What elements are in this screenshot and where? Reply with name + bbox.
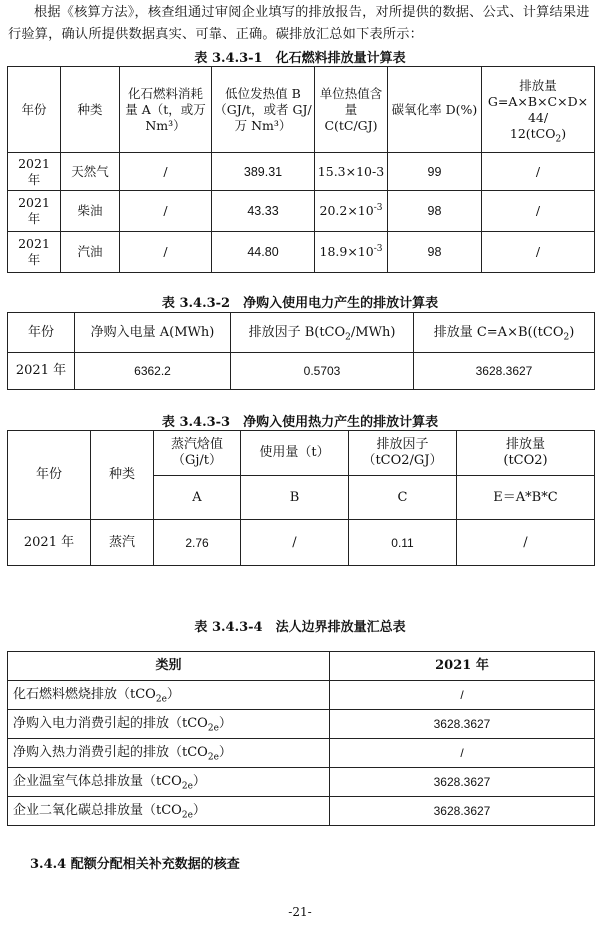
cell-type: 天然气 (61, 153, 120, 191)
fossil-fuel-table (7, 66, 595, 273)
cell-carbon: 15.3×10-3 (315, 153, 388, 191)
cell-label-text: 净购入热力消费引起的排放（tCO (13, 745, 208, 760)
table2-header-emission-pre: 排放量 C=A×B((tCO (433, 324, 564, 340)
table1-header-emission-l4a: 12(tCO (509, 125, 556, 141)
cell-label-sub: 2e (207, 723, 219, 734)
table-row (8, 153, 595, 191)
cell-emission: / (482, 191, 595, 232)
cell-label-end: ） (218, 745, 232, 760)
cell-oxidation: 98 (388, 232, 482, 273)
cell-emission: 3628.3627 (414, 353, 595, 390)
heat-table (7, 430, 595, 566)
cell-year: 2021 年 (8, 232, 61, 273)
cell-year: 2021 年 (8, 153, 61, 191)
cell-label-end: ） (192, 803, 206, 818)
table2-header-factor-pre: 排放因子 B(tCO (248, 324, 346, 340)
cell-ncv: 43.33 (212, 191, 315, 232)
table3-col-e: E＝A*B*C (457, 476, 595, 520)
cell-emission: / (482, 232, 595, 273)
table2-header-emission-post: ) (569, 324, 575, 340)
cell-carbon-base: 18.9×10 (319, 244, 374, 259)
cell-type: 柴油 (61, 191, 120, 232)
table3-caption: 表 3.4.3-3 净购入使用热力产生的排放计算表 (161, 415, 439, 430)
cell-label-text: 化石燃料燃烧排放（tCO (13, 687, 156, 702)
cell-type: 蒸汽 (91, 520, 154, 566)
cell-label-sub: 2e (207, 752, 219, 763)
table4-header-category: 类别 (8, 652, 330, 681)
cell-usage: / (241, 520, 349, 566)
table3-header-enthalpy-l1: 蒸汽焓值 (170, 437, 223, 452)
table2-header-emission (414, 313, 595, 353)
cell-label-end: ） (218, 716, 232, 731)
table1-header-consumption: 化石燃料消耗量 A（t，或万 Nm³） (120, 67, 212, 153)
table2-caption: 表 3.4.3-2 净购入使用电力产生的排放计算表 (161, 296, 439, 311)
table-row (8, 768, 595, 797)
cell-consumption: / (120, 191, 212, 232)
cell-value: 3628.3627 (330, 797, 595, 826)
cell-label-text: 净购入电力消费引起的排放（tCO (13, 716, 208, 731)
cell-electricity: 6362.2 (75, 353, 231, 390)
table3-header-factor (349, 431, 457, 476)
cell-oxidation: 98 (388, 191, 482, 232)
table2-header-factor-post: /MWh) (350, 324, 396, 340)
table3-col-b: B (241, 476, 349, 520)
table1-header-type: 种类 (61, 67, 120, 153)
table2-header-factor-sub: 2 (345, 332, 351, 343)
table1-header-oxidation: 碳氧化率 D(%) (388, 67, 482, 153)
table1-header-emission-l3: 44/ (527, 109, 549, 125)
cell-label-sub: 2e (181, 810, 193, 821)
table4-header-row (8, 652, 595, 681)
cell-ncv: 44.80 (212, 232, 315, 273)
cell-label-end: ） (166, 687, 180, 702)
intro-paragraph: 根据《核算方法》，核查组通过审阅企业填写的排放报告，对所提供的数据、公式、计算结果进行验算，确认所提供数据真实、可靠、正确。碳排放汇总如下表所示： (8, 5, 590, 42)
cell-label (8, 797, 330, 826)
cell-carbon (315, 191, 388, 232)
table3-header-emission (457, 431, 595, 476)
table-row (8, 710, 595, 739)
cell-label-end: ） (192, 774, 206, 789)
cell-label (8, 739, 330, 768)
cell-emission: / (457, 520, 595, 566)
cell-label-sub: 2e (181, 781, 193, 792)
table3-header-type: 种类 (91, 431, 154, 520)
cell-year: 2021 年 (8, 353, 75, 390)
table1-header-carbon: 单位热值含量 C(tC/GJ) (315, 67, 388, 153)
table1-header-year: 年份 (8, 67, 61, 153)
section-heading: 3.4.4 配额分配相关补充数据的核查 (30, 857, 240, 872)
table3-header-factor-l2: （tCO2/GJ） (362, 453, 443, 468)
table1-caption: 表 3.4.3-1 化石燃料排放量计算表 (194, 51, 406, 66)
table1-header-row (8, 67, 595, 153)
cell-label (8, 710, 330, 739)
table3-col-a: A (154, 476, 241, 520)
cell-label (8, 768, 330, 797)
table1-header-ncv: 低位发热值 B（GJ/t，或者 GJ/万 Nm³） (212, 67, 315, 153)
table4-caption: 表 3.4.3-4 法人边界排放量汇总表 (194, 620, 406, 635)
cell-emission: / (482, 153, 595, 191)
cell-label-sub: 2e (155, 694, 167, 705)
table-row (8, 353, 595, 390)
cell-carbon-exp: -3 (373, 202, 383, 213)
table1-header-emission-l2: G=A×B×C×D× (487, 93, 589, 109)
table3-header-year: 年份 (8, 431, 91, 520)
table-row (8, 520, 595, 566)
table-row (8, 232, 595, 273)
table1-header-emission-end: ) (561, 125, 567, 141)
cell-year: 2021 年 (8, 191, 61, 232)
cell-value: / (330, 681, 595, 710)
cell-carbon-base: 20.2×10 (319, 203, 374, 218)
table1-header-emission-l4 (484, 126, 592, 142)
cell-consumption: / (120, 153, 212, 191)
table-row (8, 681, 595, 710)
table1-header-emission-sub: 2 (555, 134, 562, 144)
cell-value: 3628.3627 (330, 768, 595, 797)
table1-header-emission-l1: 排放量 (519, 77, 557, 93)
cell-value: / (330, 739, 595, 768)
cell-oxidation: 99 (388, 153, 482, 191)
table3-header-emission-l2: (tCO2) (503, 453, 548, 468)
table4-header-year: 2021 年 (330, 652, 595, 681)
table2-header-year: 年份 (8, 313, 75, 353)
table-row (8, 191, 595, 232)
summary-table (7, 651, 595, 826)
cell-year: 2021 年 (8, 520, 91, 566)
table2-header-factor (231, 313, 414, 353)
cell-carbon-exp: -3 (373, 243, 383, 254)
table3-header-factor-l1: 排放因子 (376, 437, 429, 452)
table-row (8, 739, 595, 768)
cell-carbon (315, 232, 388, 273)
table3-col-c: C (349, 476, 457, 520)
table2-header-electricity: 净购入电量 A(MWh) (75, 313, 231, 353)
cell-label (8, 681, 330, 710)
table-row (8, 797, 595, 826)
cell-consumption: / (120, 232, 212, 273)
table3-header-usage: 使用量（t） (241, 431, 349, 476)
cell-ncv: 389.31 (212, 153, 315, 191)
table3-header-row (8, 431, 595, 476)
cell-value: 3628.3627 (330, 710, 595, 739)
cell-enthalpy: 2.76 (154, 520, 241, 566)
cell-factor: 0.5703 (231, 353, 414, 390)
table1-header-emission (482, 67, 595, 153)
table2-header-emission-sub: 2 (563, 332, 570, 343)
table2-header-row (8, 313, 595, 353)
cell-label-text: 企业二氧化碳总排放量（tCO (13, 803, 182, 818)
table3-header-enthalpy-l2: （Gj/t） (171, 453, 223, 468)
electricity-table (7, 312, 595, 390)
cell-factor: 0.11 (349, 520, 457, 566)
page-number: -21- (288, 905, 312, 919)
table3-header-enthalpy (154, 431, 241, 476)
cell-label-text: 企业温室气体总排放量（tCO (13, 774, 182, 789)
table3-header-emission-l1: 排放量 (505, 437, 545, 452)
cell-type: 汽油 (61, 232, 120, 273)
